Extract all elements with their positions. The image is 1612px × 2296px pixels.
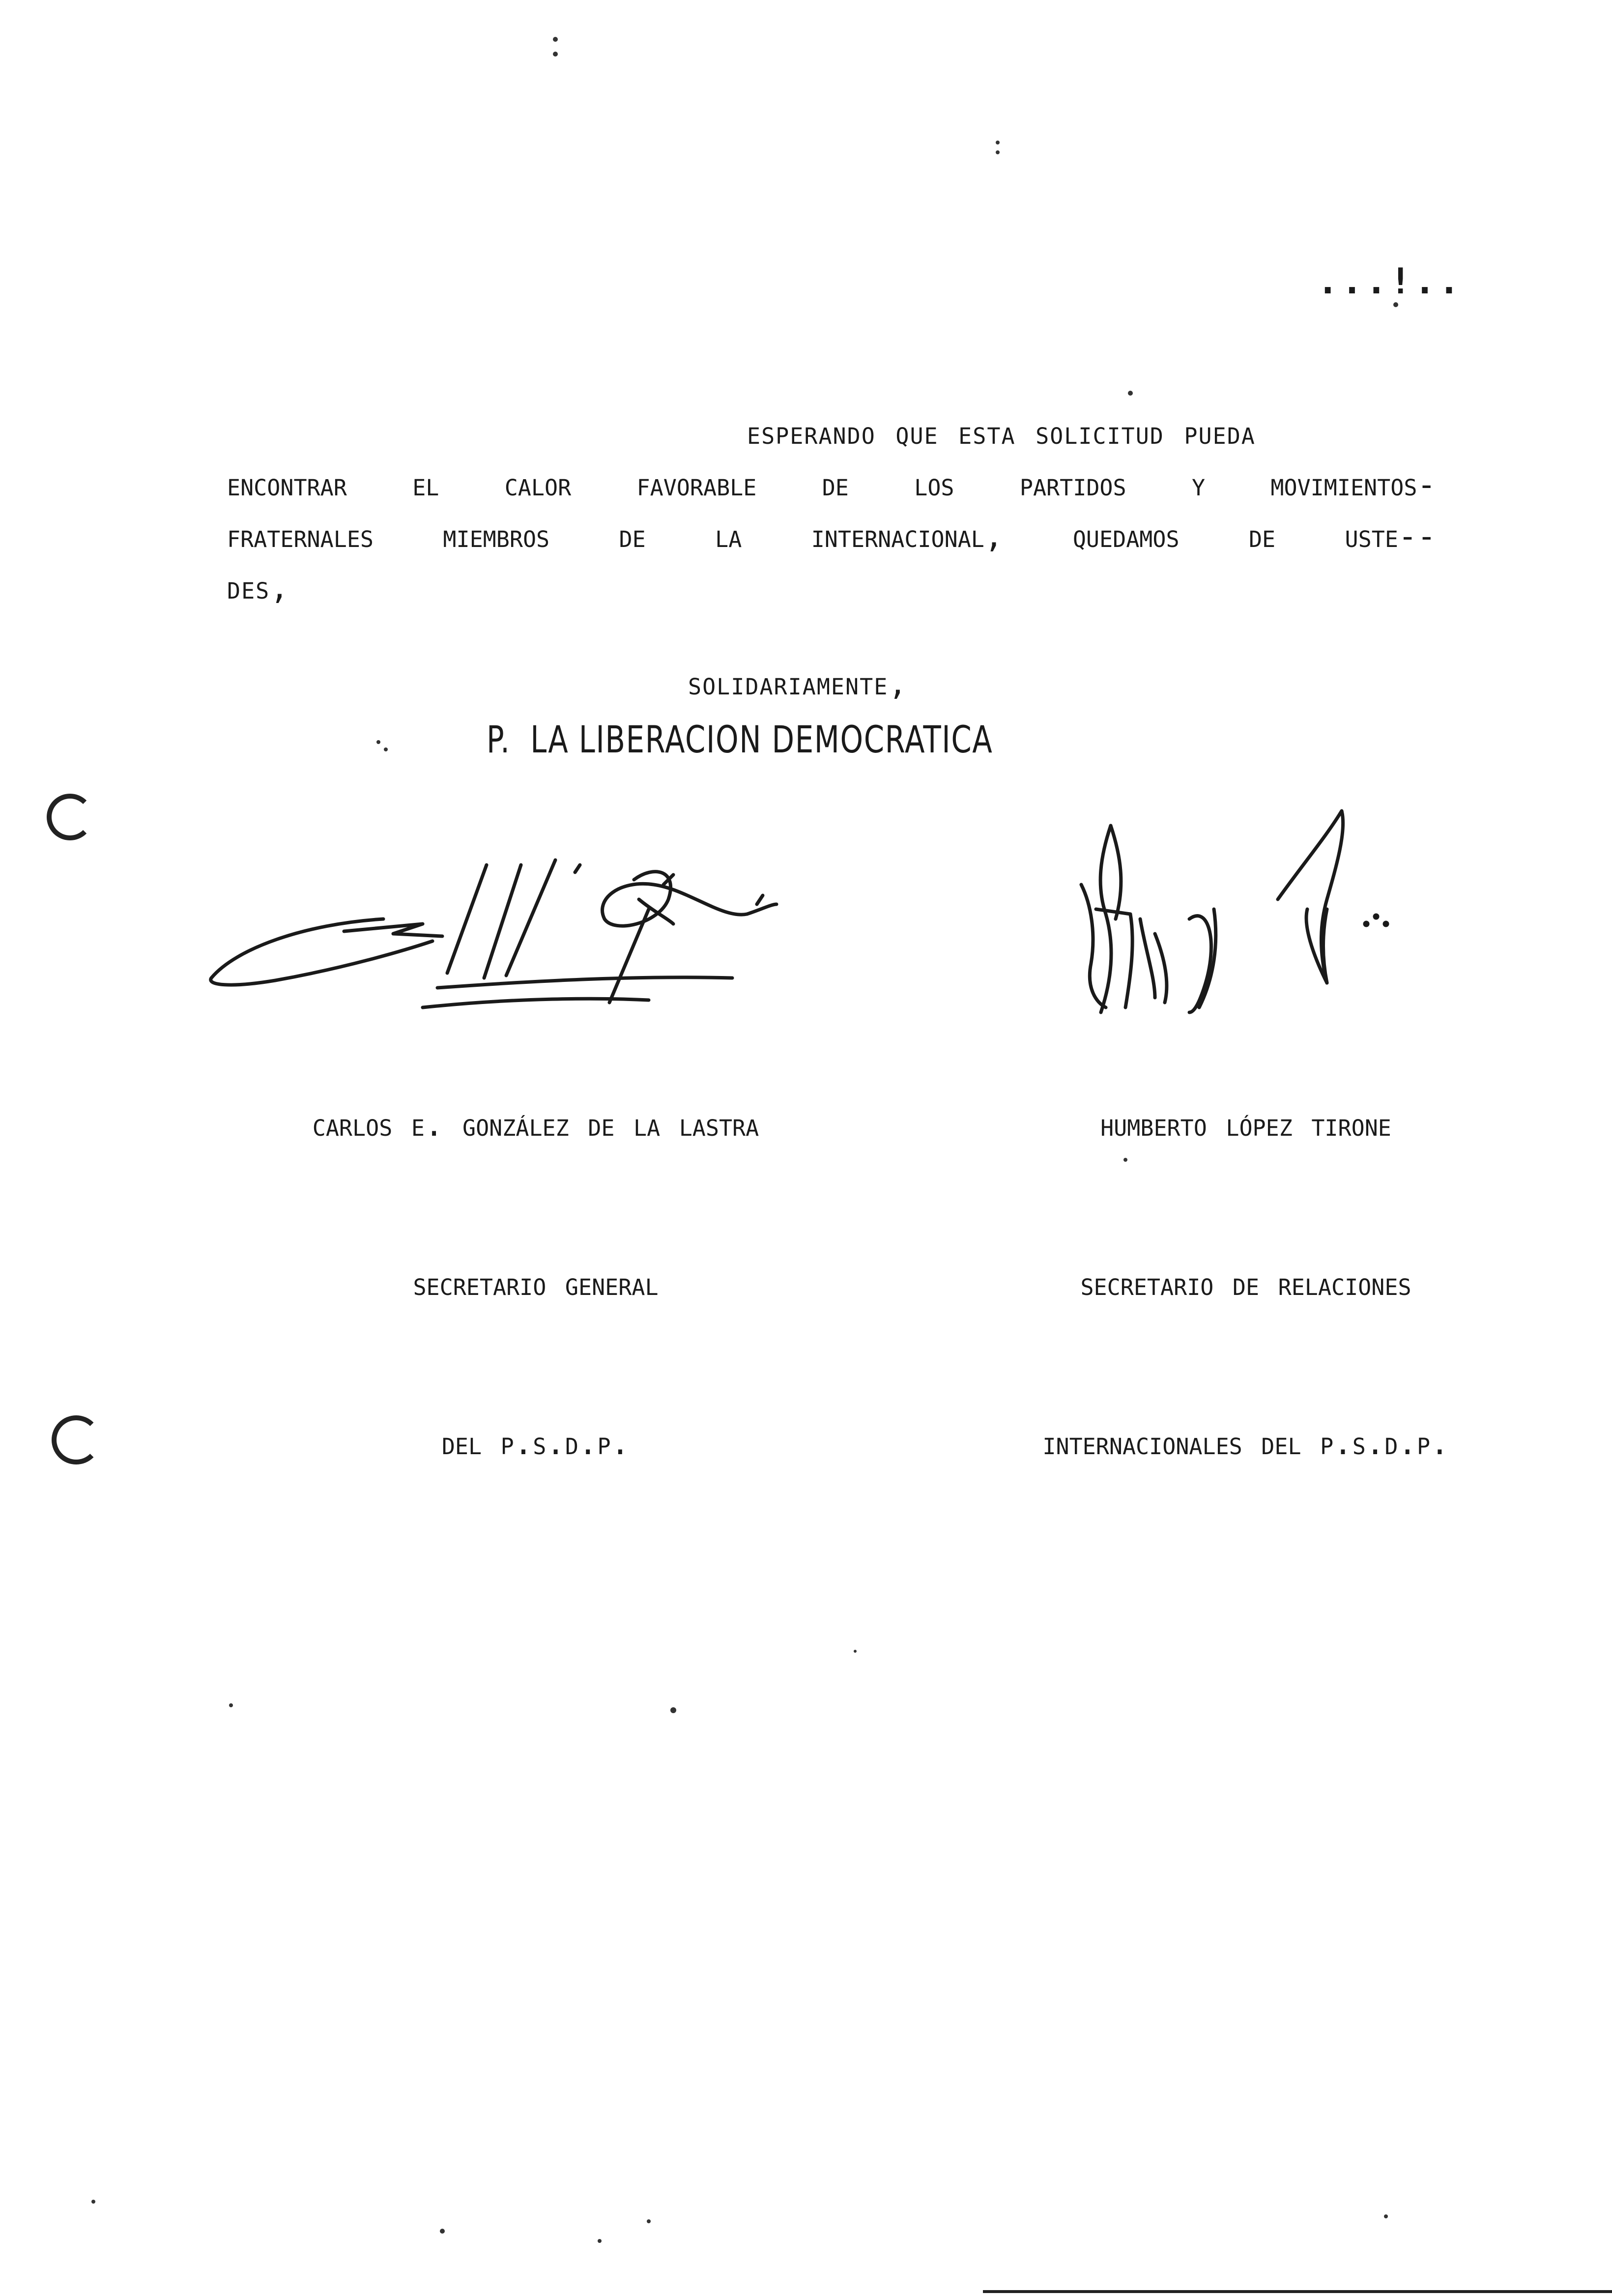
signatory-name: carlos e. gonzález de la lastra <box>312 1107 759 1144</box>
body-word: la <box>715 518 742 555</box>
body-word: movimientos- <box>1270 467 1436 503</box>
body-word: miembros <box>443 518 550 555</box>
page-continuation-marker: ...!.. <box>1317 260 1463 302</box>
body-word: el <box>412 467 439 503</box>
body-word: calor <box>504 467 572 503</box>
body-word: los <box>914 467 954 503</box>
body-word: y <box>1191 467 1206 503</box>
body-line-4: des, <box>227 570 290 606</box>
body-word: uste-- <box>1345 518 1436 555</box>
signatory-org: del p.s.d.p. <box>441 1426 630 1462</box>
signatory-title: secretario de relaciones <box>1080 1266 1411 1303</box>
closing-salutation: solidariamente, <box>688 666 908 702</box>
body-word: favorable <box>636 467 757 503</box>
punch-hole-icon <box>52 1415 101 1464</box>
punch-hole-icon <box>47 794 93 840</box>
bottom-edge-rule <box>983 2290 1612 2293</box>
body-word: fraternales <box>227 518 374 555</box>
body-line-1: esperando que esta solicitud pueda <box>747 415 1256 452</box>
body-word: encontrar <box>227 467 347 503</box>
party-name: P. LA LIBERACION DEMOCRATICA <box>487 718 993 761</box>
body-word: de <box>619 518 646 555</box>
signatory-right <box>949 993 1543 1577</box>
signature-left <box>211 860 777 1007</box>
body-word: partidos <box>1019 467 1126 503</box>
body-word: de <box>822 467 849 503</box>
signatory-org: internacionales del p.s.d.p. <box>1042 1426 1449 1462</box>
signatory-name: humberto lópez tirone <box>1100 1107 1391 1144</box>
signatory-title: secretario general <box>413 1266 659 1303</box>
body-word: quedamos <box>1072 518 1180 555</box>
body-word: internacional, <box>811 518 1004 555</box>
signature-right <box>1081 811 1387 1012</box>
signatory-left <box>216 993 855 1577</box>
body-word: de <box>1248 518 1276 555</box>
